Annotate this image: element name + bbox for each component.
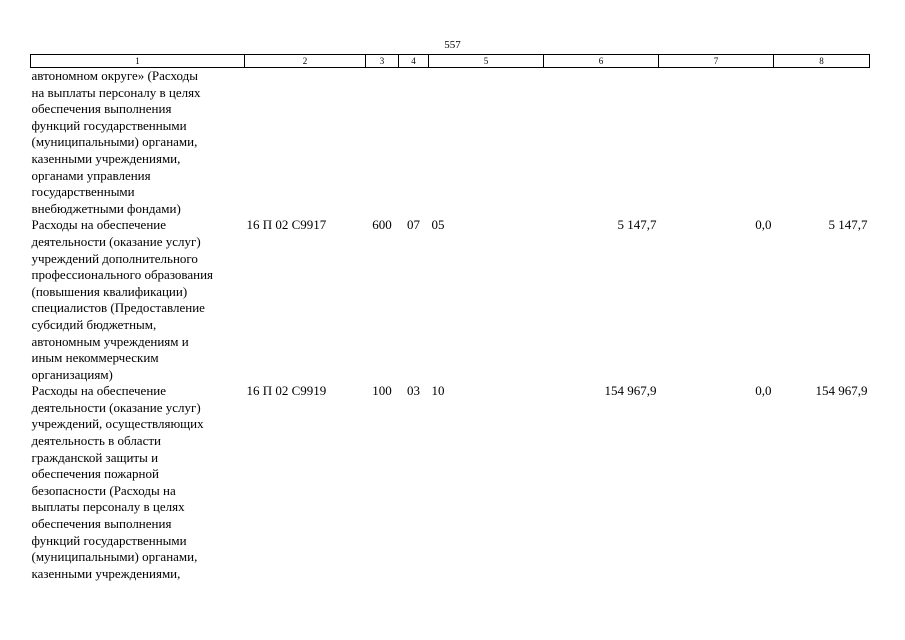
table-row — [31, 217, 870, 383]
section-code: 03 — [407, 383, 420, 399]
table-row — [31, 383, 870, 582]
description-line: деятельность в области — [31, 433, 161, 449]
description-line: специалистов (Предоставление — [31, 300, 205, 316]
subsection-code: 10 — [431, 383, 445, 399]
description-line: организациям) — [31, 366, 113, 382]
description-line: Расходы на обеспечение — [31, 217, 167, 233]
description-line: обеспечения выполнения — [31, 516, 172, 532]
target-article-code: 16 П 02 С9917 — [246, 217, 327, 233]
header-row — [31, 55, 870, 68]
description-line: обеспечения выполнения — [31, 101, 172, 117]
description-line: органами управления — [31, 167, 151, 183]
column-header-6: 6 — [544, 55, 659, 68]
amount-col7: 0,0 — [755, 217, 772, 233]
description-line: казенными учреждениями, — [31, 565, 181, 581]
amount-col7: 0,0 — [755, 383, 772, 399]
target-article-code — [245, 68, 366, 218]
description-line: внебюджетными фондами) — [31, 200, 181, 216]
expense-type-code: 600 — [372, 217, 392, 233]
description-line: (повышения квалификации) — [31, 283, 188, 299]
table-row — [31, 68, 870, 218]
section-code: 07 — [407, 217, 420, 233]
description-line: на выплаты персоналу в целях — [31, 84, 201, 100]
amount-col8: 5 147,7 — [828, 217, 868, 233]
description-line: обеспечения пожарной — [31, 466, 159, 482]
amount-col8: 154 967,9 — [815, 383, 868, 399]
subsection-code — [429, 68, 544, 218]
description-line: деятельности (оказание услуг) — [31, 399, 201, 415]
column-header-4: 4 — [399, 55, 429, 68]
row-description — [31, 68, 245, 218]
amount-col8 — [774, 68, 870, 218]
row-description — [31, 383, 245, 582]
description-line: учреждений дополнительного — [31, 250, 198, 266]
column-header-2: 2 — [245, 55, 366, 68]
description-line: государственными — [31, 184, 135, 200]
amount-col7 — [659, 68, 774, 218]
description-line: функций государственными — [31, 117, 187, 133]
description-line: гражданской защиты и — [31, 449, 159, 465]
description-line: иным некоммерческим — [31, 350, 159, 366]
description-line: профессионального образования — [31, 267, 214, 283]
description-line: (муниципальными) органами, — [31, 549, 198, 565]
column-header-8: 8 — [774, 55, 870, 68]
column-header-3: 3 — [366, 55, 399, 68]
description-line: деятельности (оказание услуг) — [31, 233, 201, 249]
description-line: учреждений, осуществляющих — [31, 416, 204, 432]
description-line: (муниципальными) органами, — [31, 134, 198, 150]
expense-type-code — [366, 68, 399, 218]
amount-col6 — [544, 68, 659, 218]
amount-col6: 5 147,7 — [617, 217, 657, 233]
row-description — [31, 217, 245, 383]
description-line: автономным учреждениям и — [31, 333, 189, 349]
description-line: автономном округе» (Расходы — [31, 68, 198, 83]
description-line: субсидий бюджетным, — [31, 316, 157, 332]
subsection-code: 05 — [431, 217, 445, 233]
expense-type-code: 100 — [372, 383, 392, 399]
budget-table — [30, 54, 870, 582]
column-header-7: 7 — [659, 55, 774, 68]
description-line: функций государственными — [31, 532, 187, 548]
description-line: Расходы на обеспечение — [31, 383, 167, 399]
page-number: 557 — [444, 39, 461, 51]
section-code — [399, 68, 429, 218]
column-header-5: 5 — [429, 55, 544, 68]
target-article-code: 16 П 02 С9919 — [246, 383, 327, 399]
description-line: выплаты персоналу в целях — [31, 499, 185, 515]
description-line: казенными учреждениями, — [31, 150, 181, 166]
description-line: безопасности (Расходы на — [31, 482, 176, 498]
column-header-1: 1 — [31, 55, 245, 68]
amount-col6: 154 967,9 — [604, 383, 657, 399]
